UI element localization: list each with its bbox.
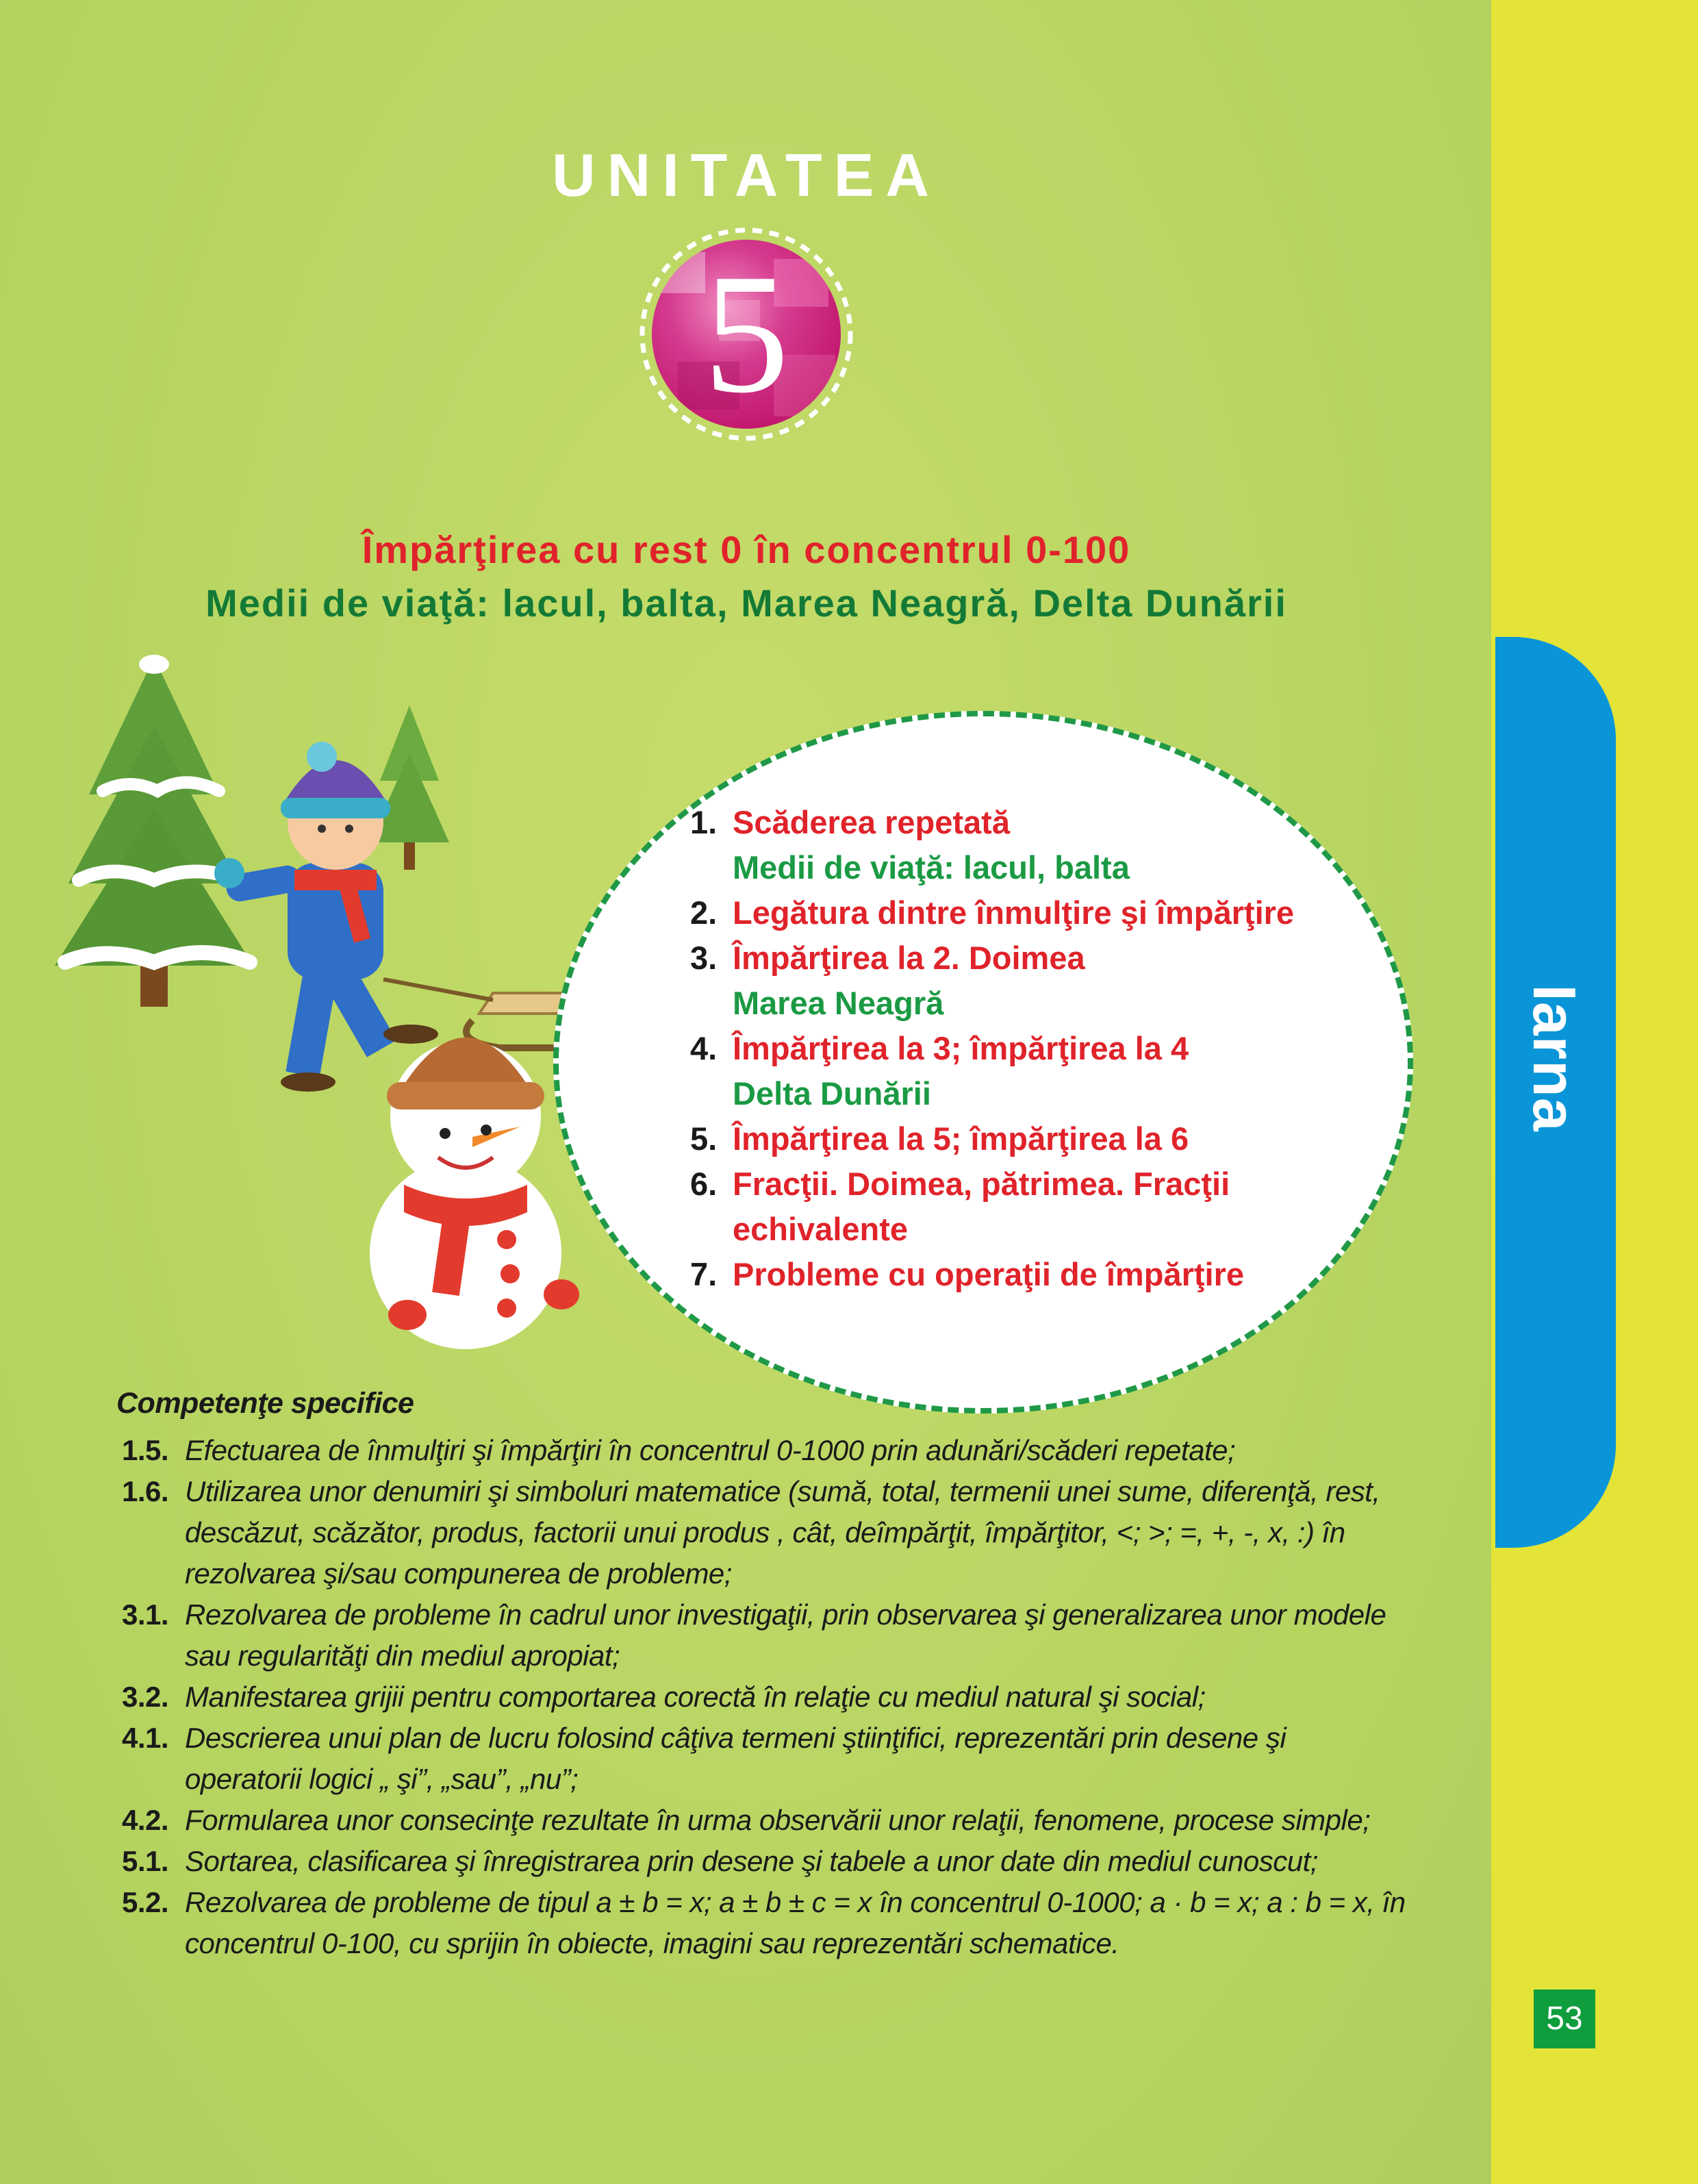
item-number: 7. [690,1256,718,1292]
competences-section [110,1387,1479,1964]
page-number: 53 [1534,1990,1595,2048]
competence-item [110,1882,1479,1964]
competence-text: Rezolvarea de probleme în cadrul unor investigaţii, prin observarea şi generalizarea unor modele sau regularităţi din mediul apropiat; [185,1598,1386,1672]
unit-number: 5 [703,239,789,429]
competences-heading: Competenţe specifice [116,1387,414,1420]
item-title: Împărţirea la 3; împărţirea la 4 [733,1030,1189,1066]
competence-item [110,1800,1479,1841]
competence-text: Formularea unor consecinţe rezultate în urma observării unor relaţii, fenomene, procese simple; [185,1804,1371,1836]
item-number: 1. [690,804,718,840]
unit-label: UNITATEA [552,141,941,209]
competence-code: 1.6. [122,1475,169,1507]
competence-text: Efectuarea de înmulţiri şi împărţiri în concentrul 0-1000 prin adunări/scăderi repetate; [185,1434,1236,1466]
item-number: 5. [690,1120,718,1157]
competence-item [110,1718,1479,1800]
item-subtitle: Marea Neagră [733,985,944,1021]
contents-item [685,936,1397,1026]
competence-code: 3.2. [122,1681,169,1713]
item-title: Scăderea repetată [733,804,1010,840]
item-subtitle: Medii de viaţă: lacul, balta [733,849,1130,886]
contents-item [685,1026,1397,1116]
item-title: Legătura dintre înmulţire şi împărţire [733,894,1295,931]
item-title: Fracţii. Doimea, pătrimea. Fracţii echivalente [733,1166,1230,1247]
competence-item [110,1677,1479,1718]
tree-icon [55,655,253,1007]
competence-text: Rezolvarea de probleme de tipul a ± b = x; a ± b ± c = x în concentrul 0-1000; a · b = x; a : b = x, în concentrul 0-100, cu sprijin în obiecte, imagini sau reprezentări schematice. [185,1886,1406,1959]
contents-item [685,800,1397,890]
competence-code: 4.1. [122,1722,169,1754]
competence-code: 1.5. [122,1434,169,1466]
item-number: 4. [690,1030,718,1066]
snowman-icon [370,1038,579,1349]
item-subtitle: Delta Dunării [733,1075,931,1112]
contents-item [685,890,1397,936]
contents-item [685,1162,1397,1252]
competence-code: 5.2. [122,1886,169,1918]
item-number: 2. [690,894,718,931]
item-title: Împărţirea la 2. Doimea [733,940,1085,976]
competence-text: Descrierea unui plan de lucru folosind câţiva termeni ştiinţifici, reprezentări prin desene şi operatorii logici „ şi”, „sau”, „nu”; [185,1722,1287,1795]
competence-item [110,1594,1479,1677]
competence-text: Utilizarea unor denumiri şi simboluri matematice (sumă, total, termenii unei sume, diferenţă, rest, descăzut, scăzător, produs, factorii unui produs , cât, deîmpărţit, împărţitor, <; >; =, +, -, x, :) în rezolvarea şi/sau compunerea de probleme; [185,1475,1380,1590]
item-title: Probleme cu operaţii de împărţire [733,1256,1244,1292]
contents-list [685,800,1397,1297]
contents-item [685,1252,1397,1297]
competence-code: 5.1. [122,1845,169,1877]
season-label: Iarna [1521,984,1588,1132]
contents-item [685,1116,1397,1162]
tree-icon [370,705,449,870]
item-number: 6. [690,1166,718,1202]
competence-code: 3.1. [122,1598,169,1631]
unit-subtitle: Medii de viaţă: lacul, balta, Marea Neagră, Delta Dunării [205,581,1287,625]
competence-code: 4.2. [122,1804,169,1836]
item-title: Împărţirea la 5; împărţirea la 6 [733,1120,1189,1157]
competence-item [110,1841,1479,1882]
competence-text: Sortarea, clasificarea şi înregistrarea prin desene şi tabele a unor date din mediul cunoscut; [185,1845,1318,1877]
competence-item [110,1430,1479,1471]
item-number: 3. [690,940,718,976]
competence-item [110,1471,1479,1594]
unit-title: Împărţirea cu rest 0 în concentrul 0-100 [362,528,1131,571]
competence-text: Manifestarea grijii pentru comportarea corectă în relaţie cu mediul natural şi social; [185,1681,1206,1713]
